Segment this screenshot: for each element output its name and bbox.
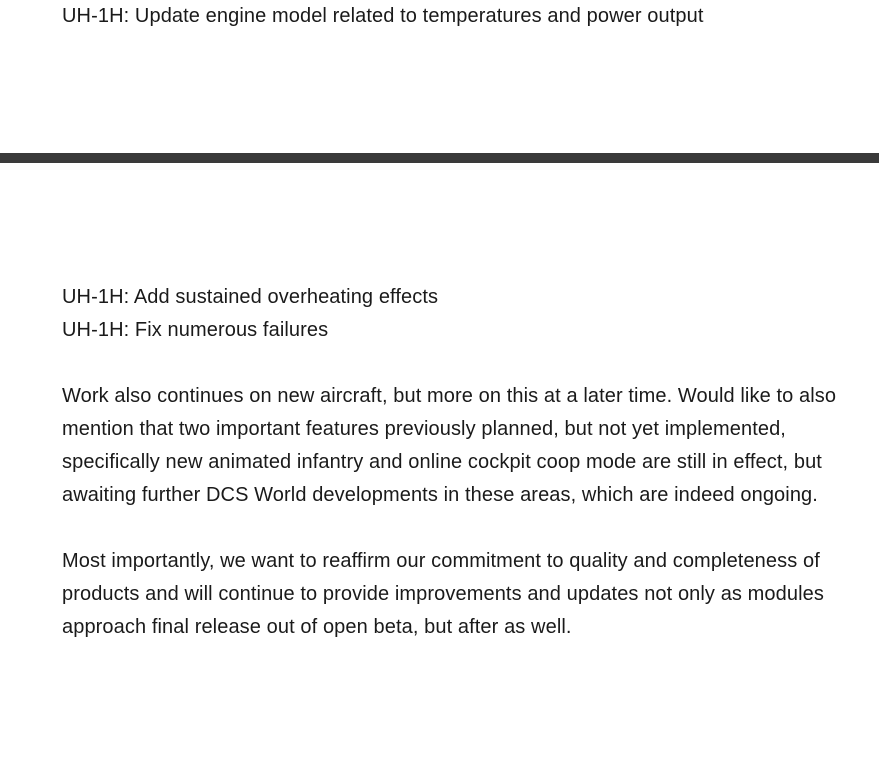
changelog-item-failures: UH-1H: Fix numerous failures	[62, 319, 329, 341]
paragraph-new-aircraft: Work also continues on new aircraft, but more on this at a later time. Would like to also mention that two important features previously planned, but not yet implemented, specifically new animated infantry and online cockpit coop mode are still in effect, but awaiting further DCS World developments in these areas, which are indeed ongoing.	[62, 385, 837, 506]
document-body	[62, 281, 852, 644]
changelog-item-engine-model: UH-1H: Update engine model related to temperatures and power output	[62, 5, 704, 27]
changelog-item-overheating: UH-1H: Add sustained overheating effects	[62, 286, 439, 308]
changelog-list	[62, 281, 852, 347]
paragraph-commitment: Most importantly, we want to reaffirm our commitment to quality and completeness of products and will continue to provide improvements and updates not only as modules approach final release out of open beta, but after as well.	[62, 550, 824, 638]
page-divider	[0, 153, 879, 163]
